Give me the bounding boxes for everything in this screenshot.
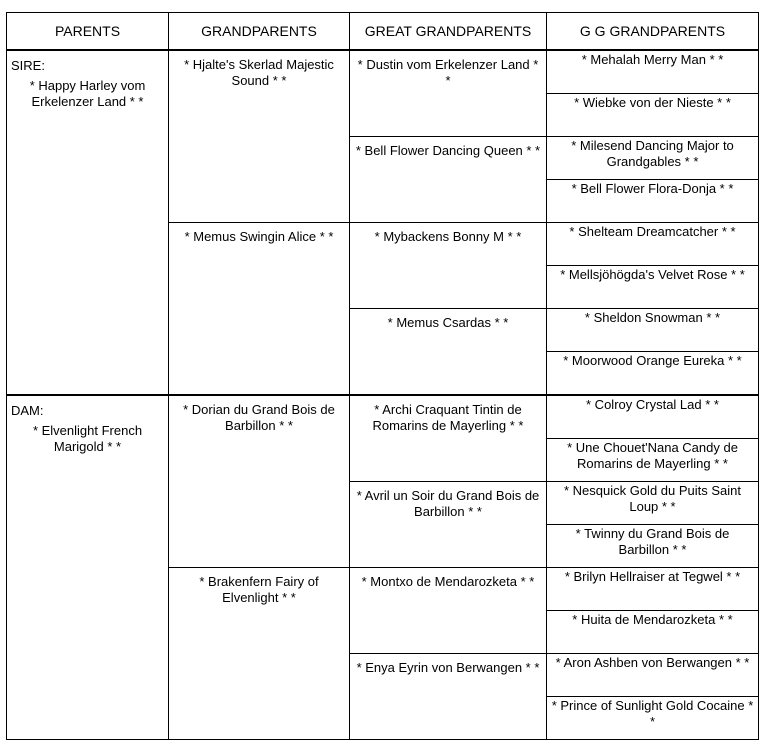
great-grandparent-cell: * Memus Csardas * * <box>350 309 547 396</box>
sire-name: * Happy Harley vom Erkelenzer Land * * <box>29 78 146 109</box>
gg-grandparent-cell: * Bell Flower Flora-Donja * * <box>547 180 759 223</box>
dam-cell <box>7 395 169 740</box>
gg-grandparent-cell: * Twinny du Grand Bois de Barbillon * * <box>547 525 759 568</box>
gg-grandparent-cell: * Une Chouet'Nana Candy de Romarins de Mayerling * * <box>547 439 759 482</box>
dam-name: * Elvenlight French Marigold * * <box>32 423 143 454</box>
header-parents: PARENTS <box>7 13 169 51</box>
gg-grandparent-cell: * Colroy Crystal Lad * * <box>547 395 759 439</box>
great-grandparent-cell: * Montxo de Mendarozketa * * <box>350 568 547 654</box>
great-grandparent-cell: * Dustin vom Erkelenzer Land * * <box>350 50 547 137</box>
gg-grandparent-cell: * Wiebke von der Nieste * * <box>547 94 759 137</box>
gg-grandparent-cell: * Prince of Sunlight Gold Cocaine * * <box>547 697 759 740</box>
dam-label: DAM: <box>11 403 44 418</box>
grandparent-cell: * Dorian du Grand Bois de Barbillon * * <box>169 395 350 568</box>
gg-grandparent-cell: * Brilyn Hellraiser at Tegwel * * <box>547 568 759 611</box>
gg-grandparent-cell: * Aron Ashben von Berwangen * * <box>547 654 759 697</box>
header-row <box>7 13 759 51</box>
gg-grandparent-cell: * Moorwood Orange Eureka * * <box>547 352 759 396</box>
grandparent-cell: * Brakenfern Fairy of Elvenlight * * <box>169 568 350 740</box>
great-grandparent-cell: * Enya Eyrin von Berwangen * * <box>350 654 547 740</box>
gg-grandparent-cell: * Mehalah Merry Man * * <box>547 50 759 94</box>
header-grandparents: GRANDPARENTS <box>169 13 350 51</box>
sire-cell <box>7 50 169 395</box>
gg-grandparent-cell: * Nesquick Gold du Puits Saint Loup * * <box>547 482 759 525</box>
sire-label: SIRE: <box>11 58 45 73</box>
gg-grandparent-cell: * Mellsjöhögda's Velvet Rose * * <box>547 266 759 309</box>
pedigree-table <box>6 12 759 740</box>
header-great-grandparents: GREAT GRANDPARENTS <box>350 13 547 51</box>
header-gg-grandparents: G G GRANDPARENTS <box>547 13 759 51</box>
gg-grandparent-cell: * Milesend Dancing Major to Grandgables * * <box>547 137 759 180</box>
great-grandparent-cell: * Archi Craquant Tintin de Romarins de Mayerling * * <box>350 395 547 482</box>
gg-grandparent-cell: * Sheldon Snowman * * <box>547 309 759 352</box>
gg-grandparent-cell: * Shelteam Dreamcatcher * * <box>547 223 759 266</box>
great-grandparent-cell: * Bell Flower Dancing Queen * * <box>350 137 547 223</box>
pedigree-row <box>7 395 759 439</box>
great-grandparent-cell: * Avril un Soir du Grand Bois de Barbillon * * <box>350 482 547 568</box>
great-grandparent-cell: * Mybackens Bonny M * * <box>350 223 547 309</box>
gg-grandparent-cell: * Huita de Mendarozketa * * <box>547 611 759 654</box>
grandparent-cell: * Hjalte's Skerlad Majestic Sound * * <box>169 50 350 223</box>
grandparent-cell: * Memus Swingin Alice * * <box>169 223 350 396</box>
pedigree-row <box>7 50 759 94</box>
